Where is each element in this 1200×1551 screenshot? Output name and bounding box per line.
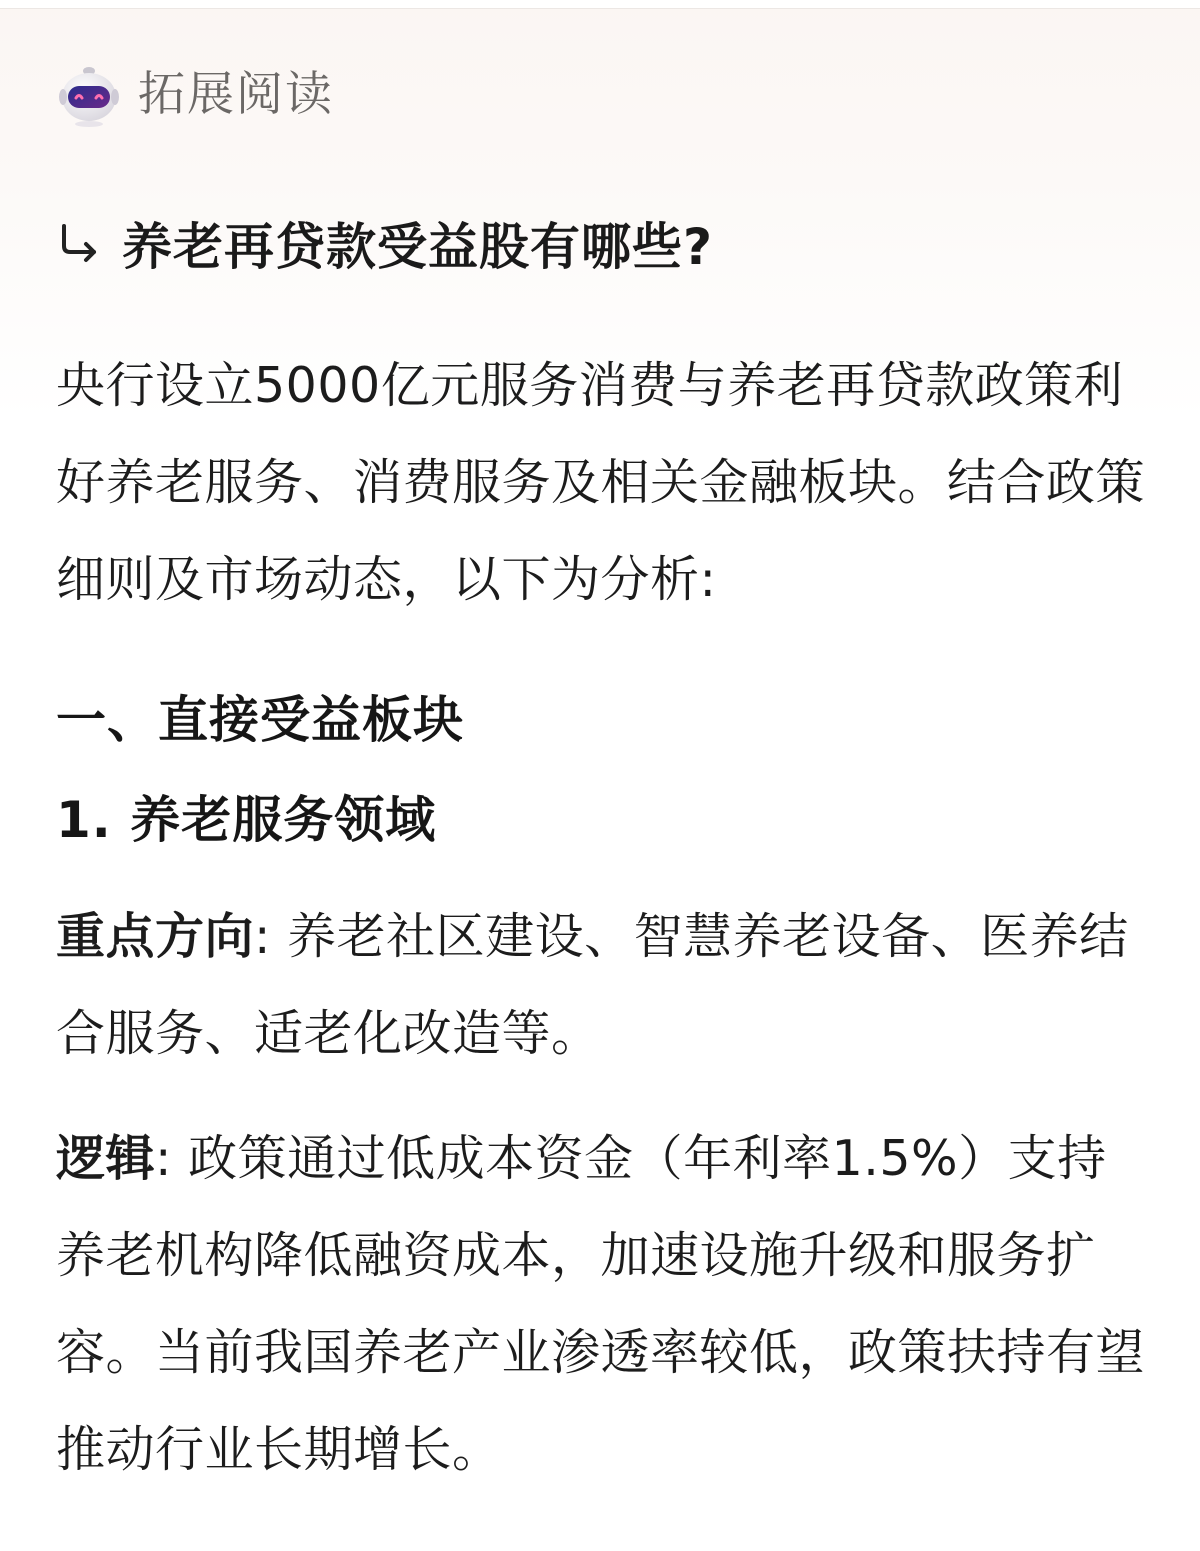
focus-paragraph: [56, 888, 1154, 1082]
logic-text: : 政策通过低成本资金（年利率1.5%）支持养老机构降低融资成本，加速设施升级和服务扩容。当前我国养老产业渗透率较低，政策扶持有望推动行业长期增长。: [56, 1130, 1146, 1478]
top-divider: [0, 0, 1200, 9]
question-text: 养老再贷款受益股有哪些?: [122, 218, 714, 276]
related-question[interactable]: [56, 208, 713, 278]
panel-title: 拓展阅读: [138, 67, 334, 122]
logic-paragraph: [56, 1110, 1154, 1498]
focus-text: : 养老社区建设、智慧养老设备、医养结合服务、适老化改造等。: [56, 908, 1129, 1062]
subsection-heading: 1. 养老服务领域: [56, 791, 437, 849]
focus-label: 重点方向: [56, 908, 255, 965]
return-arrow-icon: [56, 220, 102, 266]
robot-assistant-icon: [56, 62, 122, 128]
section-heading: 一、直接受益板块: [56, 691, 464, 749]
panel-header: [56, 62, 334, 128]
logic-label: 逻辑: [56, 1130, 156, 1187]
intro-paragraph: 央行设立5000亿元服务消费与养老再贷款政策利好养老服务、消费服务及相关金融板块。结合政策细则及市场动态，以下为分析:: [56, 357, 1146, 608]
